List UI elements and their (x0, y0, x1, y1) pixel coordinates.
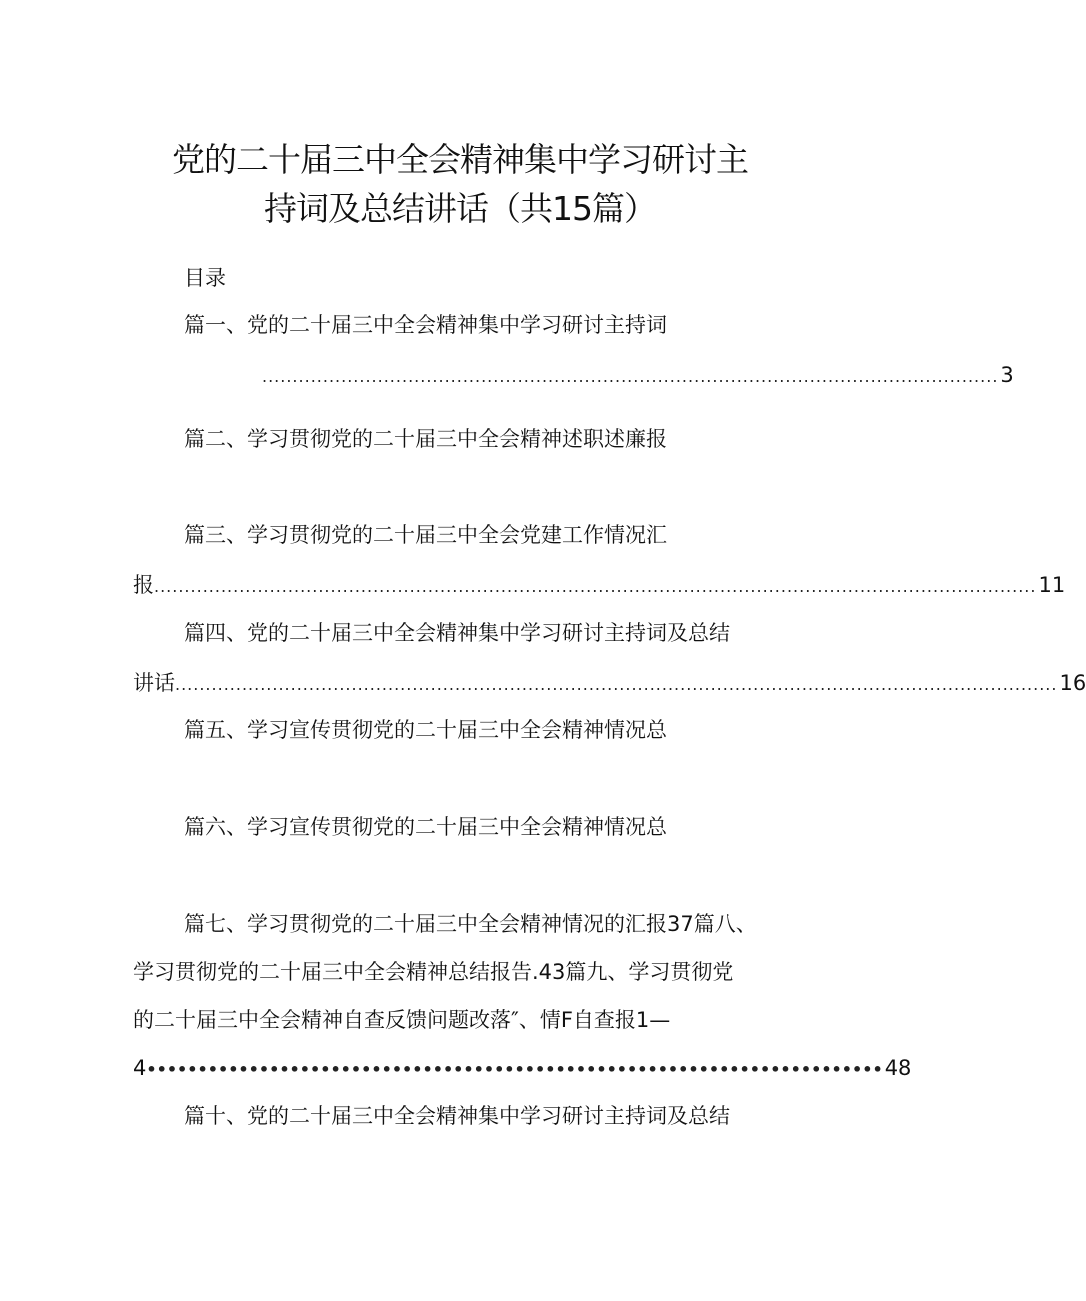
document-title-line-2: 持词及总结讲话（共15篇） (264, 189, 656, 228)
toc-heading: 目录 (184, 266, 226, 290)
toc-page-number: 11 (1038, 573, 1066, 597)
dot-leader: ................................................................................................................................................. (175, 675, 1058, 694)
toc-entry-3-continuation: 报 (133, 573, 154, 597)
toc-page-number: 48 (884, 1056, 912, 1080)
toc-entry-7: 篇七、学习贯彻党的二十届三中全会精神情况的汇报37篇八、 (184, 912, 757, 936)
toc-entry-1: 篇一、党的二十届三中全会精神集中学习研讨主持词 (184, 313, 667, 337)
toc-entry-5: 篇五、学习宣传贯彻党的二十届三中全会精神情况总 (184, 718, 667, 742)
dot-leader: ......................................................................................................................... (262, 367, 999, 386)
dot-leader: •••••••••••••••••••••••••••••••••••••••••••••••••••••••••••••••••••••••• (146, 1060, 883, 1079)
dot-leader: ................................................................................................................................................. (154, 577, 1037, 596)
toc-entry-9: 的二十届三中全会精神自查反馈问题改落″、情F自查报1— (133, 1008, 671, 1032)
toc-leader-3 (133, 572, 1066, 600)
toc-entry-3: 篇三、学习贯彻党的二十届三中全会党建工作情况汇 (184, 523, 667, 547)
toc-entry-10: 篇十、党的二十届三中全会精神集中学习研讨主持词及总结 (184, 1104, 730, 1128)
toc-entry-2: 篇二、学习贯彻党的二十届三中全会精神述职述廉报 (184, 427, 667, 451)
toc-page-number: 16 (1059, 671, 1086, 695)
toc-leader-4 (133, 670, 1086, 698)
toc-entry-9-continuation: 4 (133, 1056, 147, 1080)
toc-entry-4: 篇四、党的二十届三中全会精神集中学习研讨主持词及总结 (184, 621, 730, 645)
toc-entry-6: 篇六、学习宣传贯彻党的二十届三中全会精神情况总 (184, 815, 667, 839)
toc-entry-8: 学习贯彻党的二十届三中全会精神总结报告.43篇九、学习贯彻党 (133, 960, 734, 984)
document-title-line-1: 党的二十届三中全会精神集中学习研讨主 (172, 140, 748, 179)
toc-leader-9 (133, 1055, 912, 1083)
toc-page-number: 3 (1000, 363, 1014, 387)
toc-entry-4-continuation: 讲话 (133, 671, 175, 695)
toc-leader-1 (262, 362, 1014, 390)
